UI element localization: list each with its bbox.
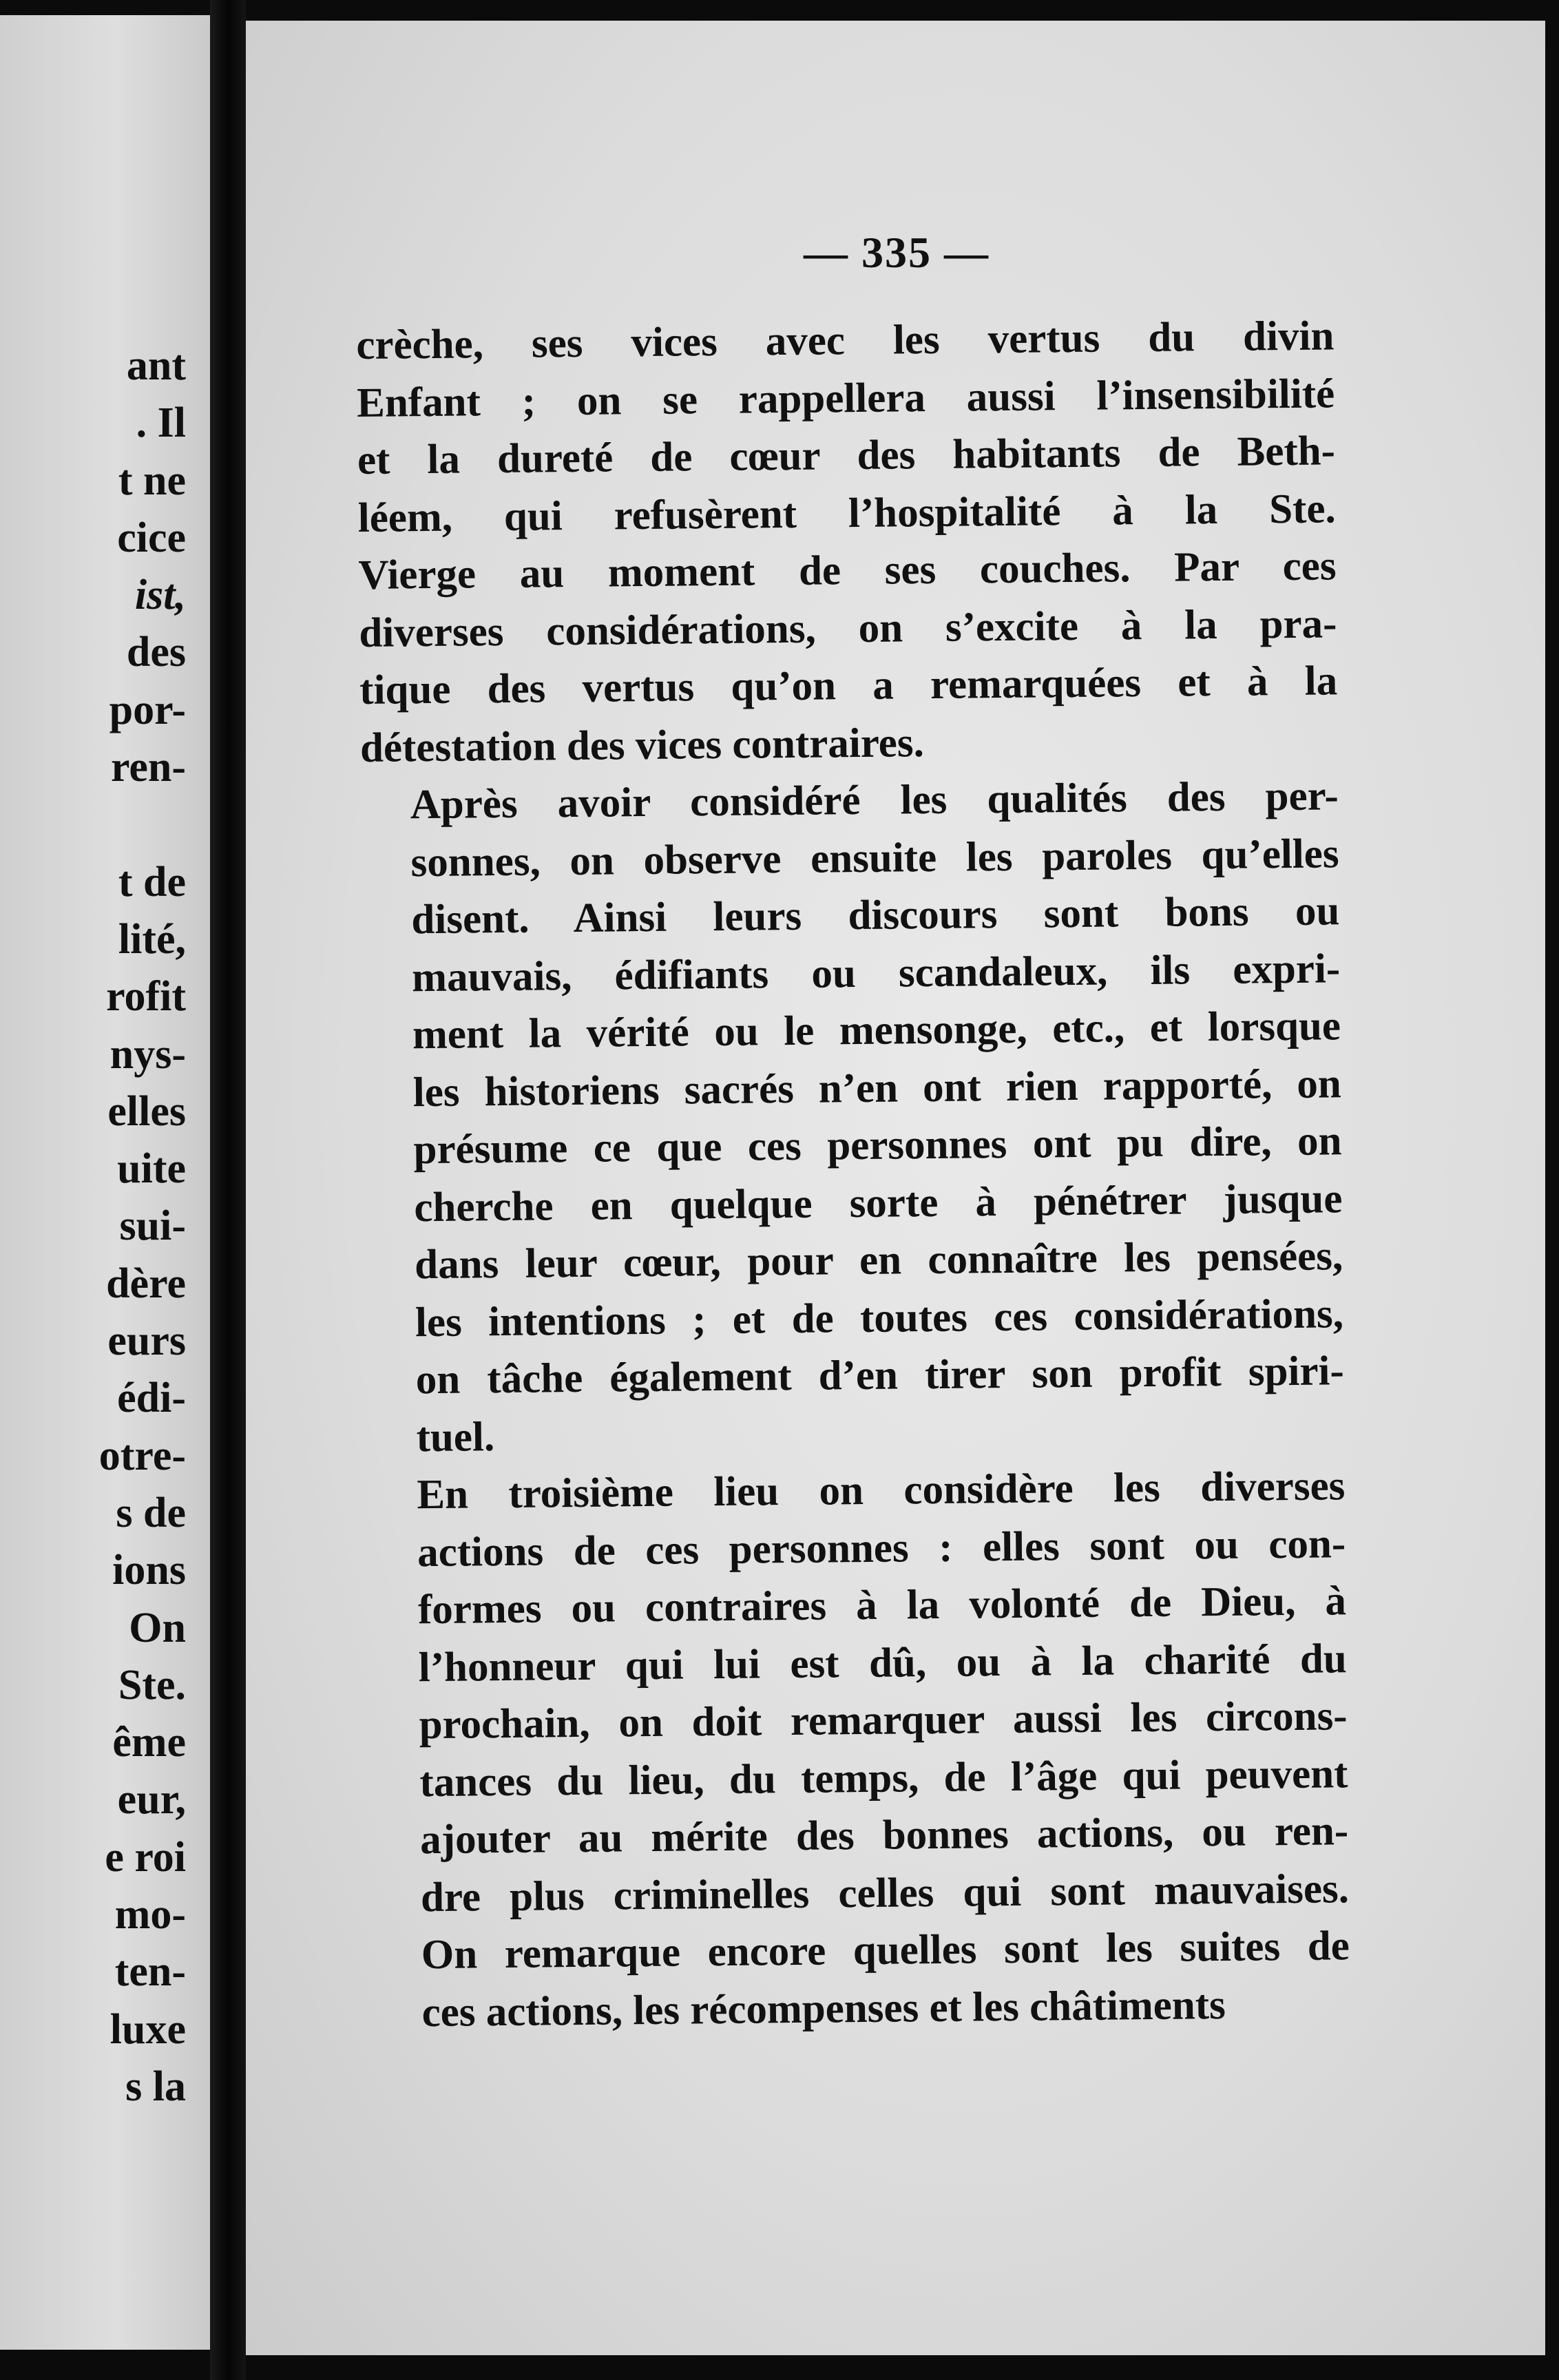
left-page-line: lité, [118,915,186,963]
paragraph-3 [367,1457,1350,2042]
left-page-line: luxe [109,2005,186,2053]
text-line: les historiens sacrés n’en ont rien rapporté, on [412,1060,1342,1116]
text-line: cherche en quelque sorte à pénétrer jusque [414,1175,1343,1231]
left-page-lines [0,337,186,2116]
left-page-line: t de [118,858,186,906]
text-line: Enfant ; on se rappellera aussi l’insensibilité [356,370,1335,426]
text-line: ces actions, les récompenses et les châtiments [421,1981,1226,2036]
left-page-line: ren- [110,744,186,791]
text-line: prochain, on doit remarquer aussi les circons- [419,1693,1348,1749]
left-page-line: ême [112,1719,186,1766]
text-line: actions de ces personnes : elles sont ou con- [417,1520,1346,1576]
text-line: dre plus criminelles celles qui sont mauvaises. [420,1865,1350,1921]
left-page-line: ions [112,1547,186,1594]
text-line: léem, qui refusèrent l’hospitalité à la Ste. [357,485,1337,541]
text-line: dans leur cœur, pour en connaître les pensées, [414,1233,1343,1288]
left-page-line: eur, [117,1776,186,1824]
left-page-line: uite [117,1145,186,1193]
left-page-line: des [126,629,186,676]
text-line: présume ce que ces personnes ont pu dire, on [413,1118,1342,1173]
left-page-line: por- [109,686,186,733]
book-gutter [210,0,246,2380]
left-page-line: . Il [136,399,186,447]
left-page-line: otre- [98,1432,186,1479]
left-page-line: dère [106,1260,186,1307]
text-line: tique des vertus qu’on a remarquées et à la [359,658,1338,713]
text-line: et la dureté de cœur des habitants de Beth- [357,428,1336,483]
text-line: diverses considérations, on s’excite à la pra- [359,600,1337,656]
text-line: tances du lieu, du temps, de l’âge qui peuvent [419,1750,1348,1806]
left-page-line: eurs [107,1317,186,1365]
text-line: les intentions ; et de toutes ces considérations, [415,1290,1344,1346]
left-page-line: ten- [114,1948,186,1996]
text-line: l’honneur qui lui est dû, ou à la charité du [418,1635,1348,1691]
text-line: ajouter au mérite des bonnes actions, ou ren- [419,1808,1349,1864]
left-page-line: ant [126,342,186,389]
left-page-line: édi- [117,1375,186,1422]
left-page-line: cice [117,514,186,561]
text-line: disent. Ainsi leurs discours sont bons ou [411,888,1340,943]
left-page-line: Ste. [118,1661,186,1709]
text-line: on tâche également d’en tirer son profit spiri- [415,1348,1345,1403]
left-page-fragment [0,15,210,2350]
left-page-line: mo- [114,1891,186,1939]
right-scan-edge [1545,0,1559,2380]
text-line: mauvais, édifiants ou scandaleux, ils expri- [411,945,1341,1001]
text-line: On remarque encore quelles sont les suites de [421,1923,1350,1979]
main-page [246,21,1547,2355]
text-line: formes ou contraires à la volonté de Dieu, à [417,1578,1347,1633]
text-line: crèche, ses vices avec les vertus du divin [356,313,1335,368]
page-number: — 335 — [804,228,990,277]
text-line: Vierge au moment de ses couches. Par ces [358,543,1337,598]
left-page-line: On [129,1604,186,1651]
left-page-line: e roi [105,1833,186,1881]
text-line: Après avoir considéré les qualités des per- [410,773,1339,828]
left-page-line: elles [107,1087,186,1135]
text-line: En troisième lieu on considère les diverses [417,1463,1346,1518]
body-text [356,307,1350,2042]
text-line: sonnes, on observe ensuite les paroles qu’elles [410,830,1339,886]
left-page-line: nys- [109,1030,186,1078]
text-line: détestation des vices contraires. [359,719,925,771]
left-page-line [0,796,186,853]
left-page-line: s la [125,2063,186,2110]
left-page-line: rofit [106,973,186,1021]
left-page-line: t ne [118,457,186,504]
text-line: tuel. [416,1413,495,1461]
paragraph-2 [360,767,1345,1467]
left-page-line: sui- [119,1202,186,1250]
text-line: ment la vérité ou le mensonge, etc., et lorsque [412,1003,1341,1058]
left-page-line: ist, [134,572,186,619]
paragraph-1 [356,307,1338,777]
left-page-line: s de [116,1489,186,1536]
